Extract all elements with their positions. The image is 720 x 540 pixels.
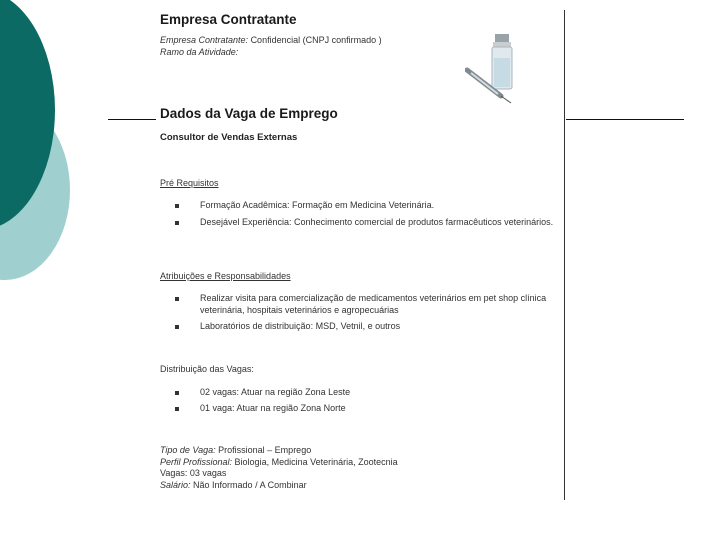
requirement-item: Formação Acadêmica: Formação em Medicina Veterinária.: [160, 200, 560, 212]
company-heading: Empresa Contratante: [160, 12, 297, 27]
horizontal-rule-left: [108, 119, 156, 120]
vertical-divider: [564, 10, 565, 500]
vacancies-text: Vagas: 03 vagas: [160, 468, 227, 478]
salary-label: Salário:: [160, 479, 191, 490]
horizontal-rule-right: [566, 119, 684, 120]
job-type-label: Tipo de Vaga:: [160, 445, 216, 455]
company-value: Confidencial (CNPJ confirmado ): [250, 35, 382, 45]
duty-item: Laboratórios de distribuição: MSD, Vetnil, e outros: [160, 321, 560, 333]
vial-syringe-image: [465, 30, 525, 105]
requirement-item: Desejável Experiência: Conhecimento comercial de produtos farmacêuticos veterinários.: [160, 217, 560, 229]
activity-label: Ramo da Atividade:: [160, 46, 239, 57]
profile-label: Perfil Profissional:: [160, 456, 233, 467]
profile-value: Biologia, Medicina Veterinária, Zootecnia: [234, 456, 398, 467]
distribution-item: 01 vaga: Atuar na região Zona Norte: [160, 403, 560, 415]
job-type-value: Profissional – Emprego: [218, 445, 312, 455]
distribution-item: 02 vagas: Atuar na região Zona Leste: [160, 387, 560, 399]
company-label: Empresa Contratante:: [160, 35, 249, 45]
requirements-title: Pré Requisitos: [160, 178, 219, 188]
job-role: Consultor de Vendas Externas: [160, 132, 298, 143]
distribution-title: Distribuição das Vagas:: [160, 364, 254, 374]
salary-value: Não Informado / A Combinar: [193, 479, 307, 490]
duties-title: Atribuições e Responsabilidades: [160, 271, 291, 281]
duty-item: Realizar visita para comercialização de medicamentos veterinários em pet shop clínica veterinária, hospitais veterinários e agropecuárias: [160, 293, 560, 316]
job-heading: Dados da Vaga de Emprego: [160, 106, 338, 121]
